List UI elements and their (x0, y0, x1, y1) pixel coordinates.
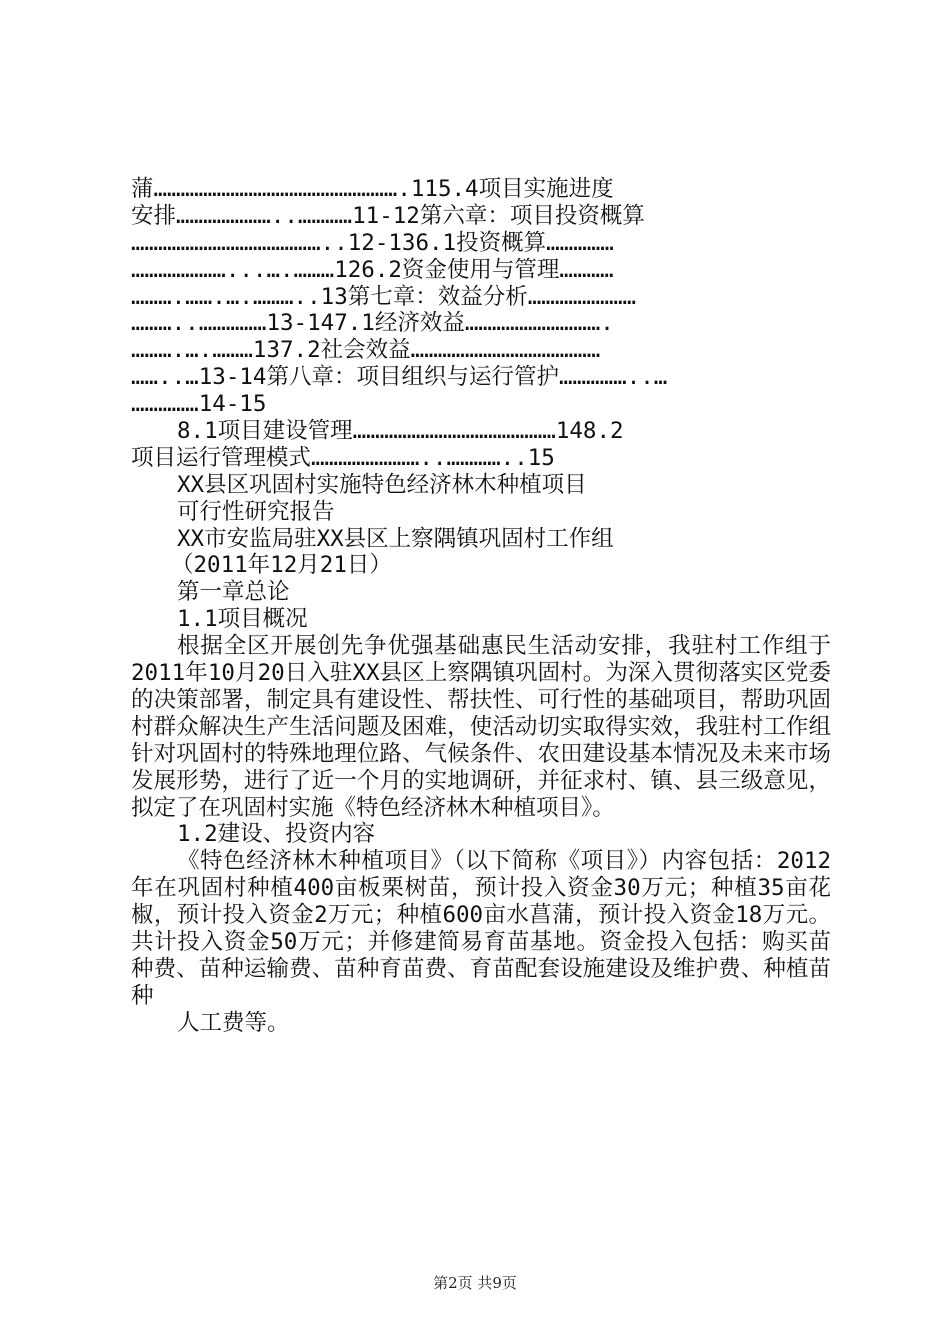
toc-line: ……………14-15 (131, 391, 267, 418)
report-title: XX县区巩固村实施特色经济林木种植项目 (177, 471, 587, 498)
table-of-contents (131, 176, 831, 472)
paragraph-overview (131, 633, 831, 821)
section-heading: 1.2建设、投资内容 (177, 821, 376, 848)
toc-line: ……….…….….………..13第七章：效益分析…………………… (131, 283, 637, 310)
paragraph-text-end: 人工费等。 (177, 1009, 290, 1036)
page-number: 第2页 共9页 (433, 1274, 517, 1292)
paragraph-text: 《特色经济林木种植项目》（以下简称《项目》）内容包括：2012年在巩固村种植400亩板栗树苗，预计投入资金30万元；种植35亩花椒，预计投入资金2万元；种植600亩水菖蒲，预计投入资金18万元。共计投入资金50万元；并修建简易育苗基地。资金投入包括：购买苗种费、苗种运输费、苗种育苗费、育苗配套设施建设及维护费、种植苗种 (131, 848, 831, 1009)
toc-line: …………………...….………126.2资金使用与管理………… (131, 256, 614, 283)
paragraph-investment (131, 848, 831, 1009)
toc-line: ……..…13-14第八章：项目组织与运行管护……………..… (131, 364, 668, 391)
toc-line: ……………………………………..12-136.1投资概算…………… (131, 229, 614, 256)
section-heading: 1.1项目概况 (177, 606, 308, 633)
toc-line: ………..……………13-147.1经济效益…………………………. (131, 310, 614, 337)
toc-line: 蒲……………………………………………….115.4项目实施进度 (131, 176, 614, 202)
document-body (131, 176, 831, 1037)
toc-line: 项目运行管理模式……………………..…………..15 (131, 444, 555, 471)
toc-line: ……….….………137.2社会效益…………………………………… (131, 337, 601, 364)
toc-line: 安排…………………..…………11-12第六章：项目投资概算 (131, 202, 645, 229)
report-date: （2011年12月21日） (171, 552, 392, 579)
report-author: XX市安监局驻XX县区上察隅镇巩固村工作组 (177, 525, 614, 552)
toc-line: 8.1项目建设管理………………………………………148.2 (177, 418, 624, 445)
chapter-heading: 第一章总论 (177, 579, 290, 606)
paragraph-text: 根据全区开展创先争优强基础惠民生活动安排，我驻村工作组于2011年10月20日入驻XX县区上察隅镇巩固村。为深入贯彻落实区党委的决策部署，制定具有建设性、帮扶性、可行性的基础项目，帮助巩固村群众解决生产生活问题及困难，使活动切实取得实效，我驻村工作组针对巩固村的特殊地理位路、气候条件、农田建设基本情况及未来市场发展形势，进行了近一个月的实地调研，并征求村、镇、县三级意见，拟定了在巩固村实施《特色经济林木种植项目》。 (131, 633, 831, 821)
report-subtitle: 可行性研究报告 (177, 498, 335, 525)
